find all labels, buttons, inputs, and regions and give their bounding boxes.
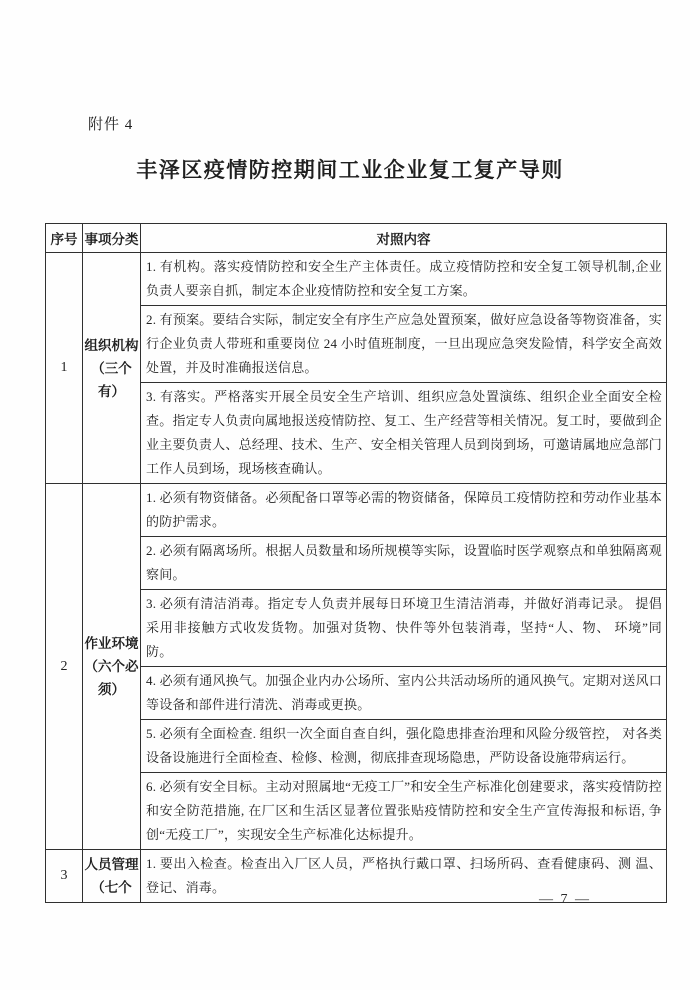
row-category [83,850,141,902]
row-category [83,253,141,483]
row-content [141,253,666,483]
content-item: 1. 必须有物资储备。必须配备口罩等必需的物资储备，保障员工疫情防控和劳动作业基本的防护需求。 [146,490,662,529]
header-index: 序号 [46,224,83,252]
content-item: 5. 必须有全面检查. 组织一次全面自查自纠，强化隐患排查治理和风险分级管控， 对各类设备设施进行全面检查、检修、检测，彻底排查现场隐患，严防设备设施带病运行。 [141,719,666,772]
row-index: 2 [46,484,83,849]
table-header-row [46,224,666,253]
category-line: （七个 [91,880,132,895]
category-line: 作业环境 [84,636,139,651]
attachment-label: 附件 4 [88,117,134,133]
header-content: 对照内容 [376,232,431,247]
category-line: 组织机构 [84,337,139,353]
row-category [83,484,141,849]
guideline-table [45,223,667,903]
row-index: 3 [46,850,83,902]
table-row-group-2 [46,484,666,850]
row-content [141,484,666,849]
category-line: （三个 [91,360,132,376]
category-line: 有） [98,383,125,399]
category-line: 人员管理 [84,857,139,872]
content-item: 6. 必须有安全目标。主动对照属地“无疫工厂”和安全生产标准化创建要求，落实疫情防控和安全防范措施, 在厂区和生活区显著位置张贴疫情防控和安全生产宣传海报和标语, 争创“无疫工厂”，实现安全生产标准化达标提升。 [141,772,666,849]
content-item: 2. 必须有隔离场所。根据人员数量和场所规模等实际，设置临时医学观察点和单独隔离观察间。 [141,536,666,589]
page-number: — 7 — [539,892,591,907]
content-item: 3. 有落实。严格落实开展全员安全生产培训、组织应急处置演练、组织企业全面安全检查。指定专人负责向属地报送疫情防控、复工、生产经营等相关情况。复工时，要做到企业主要负责人、总经理、技术、生产、安全相关管理人员到岗到场，可邀请属地应急部门工作人员到场，现场核查确认。 [141,382,666,483]
content-item: 1. 有机构。落实疫情防控和安全生产主体责任。成立疫情防控和安全复工领导机制,企业负责人要亲自抓，制定本企业疫情防控和安全复工方案。 [146,259,662,298]
page-title: 丰泽区疫情防控期间工业企业复工复产导则 [136,158,564,182]
content-item: 1. 要出入检查。检查出入厂区人员，严格执行戴口罩、扫场所码、查看健康码、测 温、登记、消毒。 [146,856,662,895]
category-line: （六个必 [84,659,139,674]
row-index: 1 [46,253,83,483]
header-category: 事项分类 [83,224,141,252]
content-item: 4. 必须有通风换气。加强企业内办公场所、室内公共活动场所的通风换气。定期对送风口等设备和部件进行清洗、消毒或更换。 [141,666,666,719]
category-line: 须） [98,682,125,697]
content-item: 3. 必须有清洁消毒。指定专人负责并展每日环境卫生清洁消毒，并做好消毒记录。 提倡采用非接触方式收发货物。加强对货物、快件等外包装消毒，坚持“人、物、 环境”同防。 [141,589,666,666]
content-item: 2. 有预案。要结合实际，制定安全有序生产应急处置预案，做好应急设备等物资准备，实行企业负责人带班和重要岗位 24 小时值班制度，一旦出现应急突发险情，科学安全高效处置，并及时准确报送信息。 [141,305,666,382]
table-row-group-1 [46,253,666,484]
